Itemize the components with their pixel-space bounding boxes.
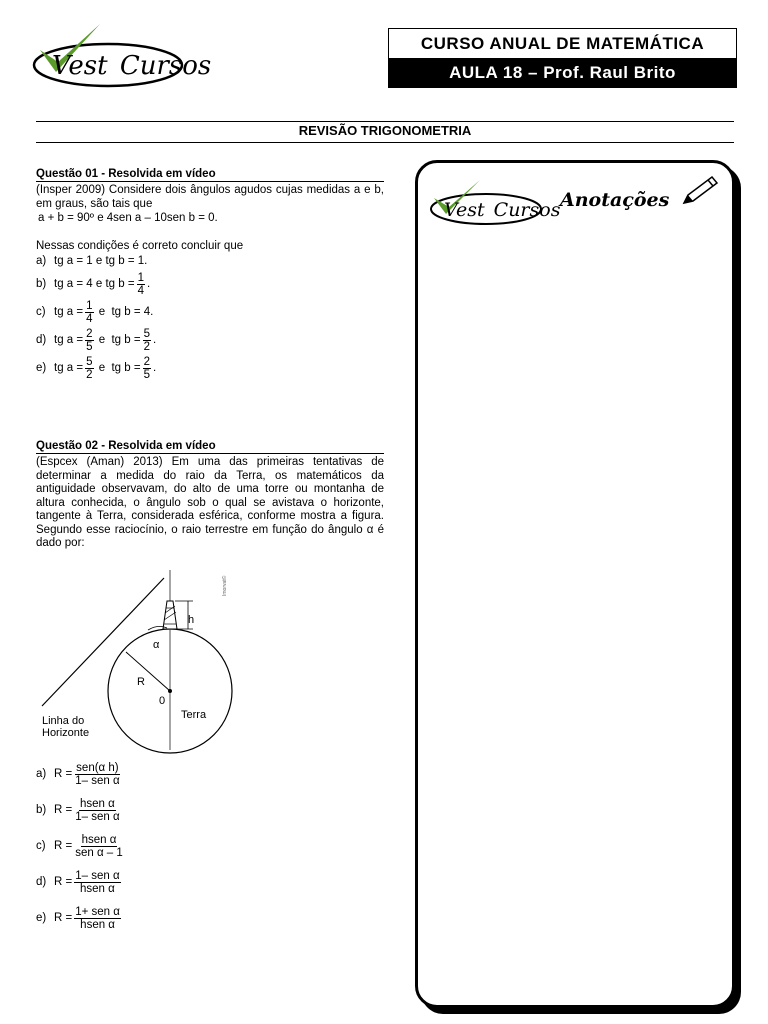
question-2-option-c <box>36 828 384 864</box>
label-earth: Terra <box>181 709 207 721</box>
svg-text:Vest Cursos <box>52 51 211 81</box>
option-letter: e) <box>36 362 47 374</box>
lesson-name: AULA 18 – Prof. Raul Brito <box>389 58 736 87</box>
numerator: 1 <box>86 299 93 312</box>
question-2-option-a <box>36 756 384 792</box>
numerator: 2 <box>143 355 150 368</box>
question-2-option-e <box>36 900 384 936</box>
denominator: hsen α <box>80 918 115 931</box>
option-letter: b) <box>36 804 47 816</box>
question-1-option-b <box>36 270 384 298</box>
denominator: 4 <box>86 312 93 325</box>
fraction <box>74 906 121 931</box>
question-1-option-d <box>36 326 384 354</box>
denominator: 1– sen α <box>75 774 120 787</box>
course-header-box <box>388 28 737 88</box>
numerator: 5 <box>86 355 93 368</box>
numerator: sen(α h) <box>76 761 119 774</box>
center-point <box>168 689 172 693</box>
fraction <box>85 356 93 381</box>
option-letter: d) <box>36 876 47 888</box>
logo-word-vest: Vest <box>52 51 108 81</box>
fraction <box>74 834 124 859</box>
question-1-option-e <box>36 354 384 382</box>
denominator: hsen α <box>80 882 115 895</box>
denominator: 4 <box>137 284 144 297</box>
option-text: R = <box>54 804 73 816</box>
horizon-line <box>42 578 164 706</box>
option-text-end: e tg b = 4. <box>95 306 154 318</box>
earth-horizon-figure <box>36 568 246 758</box>
label-horizon-1: Linha do <box>42 715 85 727</box>
option-text: tg a = <box>54 334 84 346</box>
question-1-heading: Questão 01 - Resolvida em vídeo <box>36 168 384 182</box>
vestcursos-logo <box>30 20 212 95</box>
question-1-option-c <box>36 298 384 326</box>
option-letter: a) <box>36 768 47 780</box>
numerator: hsen α <box>80 797 115 810</box>
label-h: h <box>188 614 195 626</box>
fraction <box>143 356 151 381</box>
denominator: 2 <box>86 368 93 381</box>
option-text: R = <box>54 840 73 852</box>
label-horizon-2: Horizonte <box>42 727 90 739</box>
option-text: R = <box>54 912 73 924</box>
logo-word-cursos: Cursos <box>119 51 212 81</box>
label-0: 0 <box>159 695 166 707</box>
fraction <box>74 762 120 787</box>
denominator: sen α – 1 <box>75 846 123 859</box>
option-text-mid: e tg b = <box>95 334 141 346</box>
option-letter: d) <box>36 334 47 346</box>
option-letter: b) <box>36 278 47 290</box>
option-text: tg a = <box>54 306 84 318</box>
option-text: tg a = 1 e tg b = 1. <box>54 255 148 267</box>
question-2-heading: Questão 02 - Resolvida em vídeo <box>36 440 384 454</box>
fraction <box>85 300 93 325</box>
notes-logo-word-cursos: Cursos <box>493 199 561 221</box>
denominator: 2 <box>143 340 150 353</box>
course-name: CURSO ANUAL DE MATEMÁTICA <box>420 34 705 53</box>
numerator: 1+ sen α <box>75 905 120 918</box>
svg-text:Vest Cursos <box>444 199 561 221</box>
fraction <box>85 328 93 353</box>
option-letter: c) <box>36 306 46 318</box>
option-letter: e) <box>36 912 47 924</box>
fraction <box>74 870 120 895</box>
option-text: R = <box>54 876 73 888</box>
notes-title: Anotações <box>560 189 670 211</box>
option-letter: c) <box>36 840 46 852</box>
question-2-option-b <box>36 792 384 828</box>
fraction <box>74 798 120 823</box>
fraction <box>137 272 145 297</box>
notes-box <box>415 160 735 1008</box>
numerator: 2 <box>86 327 93 340</box>
pencil-icon <box>680 173 720 207</box>
question-1-prompt: Nessas condições é correto concluir que <box>36 240 244 252</box>
question-1-stem: (Insper 2009) Considere dois ângulos agudos cujas medidas a e b, em graus, são tais que <box>36 184 384 210</box>
question-2-stem: (Espcex (Aman) 2013) Em uma das primeiras tentativas de determinar a medida do raio da Terra, os matemáticos da antiguidade observavam, do alto de uma torre ou montanha de altura conhecida, o ângulo sob o qual se avistava o horizonte, tangente à Terra, considerada esférica, conforme mostra a figura. Segundo esse raciocínio, o raio terrestre em função do ângulo α é dado por: <box>36 456 384 549</box>
option-letter: a) <box>36 255 47 267</box>
top-rule <box>36 121 734 122</box>
question-1-condition: a + b = 90º e 4sen a – 10sen b = 0. <box>38 212 218 224</box>
option-text-end: . <box>152 362 157 374</box>
tower <box>163 601 177 629</box>
notes-logo-word-vest: Vest <box>444 199 485 221</box>
numerator: 1– sen α <box>75 869 120 882</box>
option-text-mid: e tg b = <box>95 362 141 374</box>
denominator: 5 <box>86 340 93 353</box>
label-credit: Imorvat© <box>222 575 228 596</box>
option-text: tg a = <box>54 362 84 374</box>
denominator: 5 <box>143 368 150 381</box>
label-R: R <box>137 676 145 688</box>
radius-line <box>126 652 170 691</box>
numerator: hsen α <box>81 833 117 846</box>
numerator: 1 <box>137 271 144 284</box>
question-1-option-a <box>36 252 384 270</box>
question-2-option-d <box>36 864 384 900</box>
option-text: R = <box>54 768 73 780</box>
denominator: 1– sen α <box>75 810 120 823</box>
option-text-end: . <box>146 278 151 290</box>
notes-logo <box>428 177 561 229</box>
option-text-end: . <box>152 334 157 346</box>
fraction <box>143 328 151 353</box>
document-title: REVISÃO TRIGONOMETRIA <box>298 123 472 138</box>
question-2 <box>36 440 384 551</box>
title-rule <box>36 142 734 143</box>
option-text: tg a = 4 e tg b = <box>54 278 135 290</box>
numerator: 5 <box>143 327 150 340</box>
question-2-options <box>36 756 384 936</box>
question-1 <box>36 168 384 382</box>
label-alpha: α <box>153 639 160 651</box>
